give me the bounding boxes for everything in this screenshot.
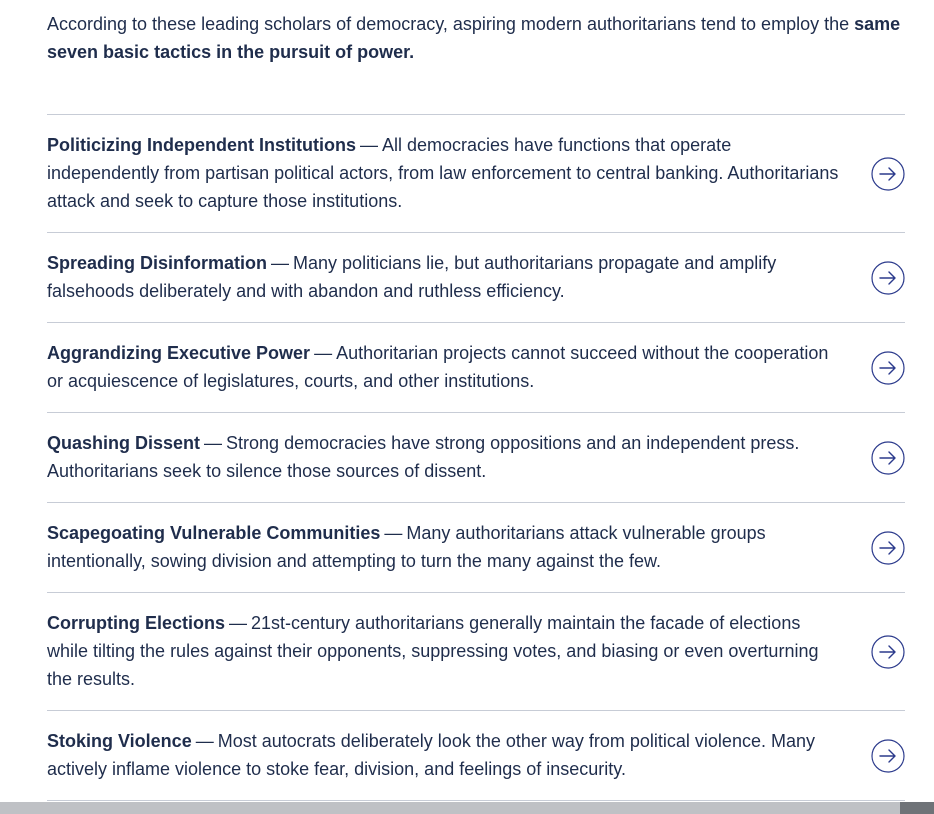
arrow-right-circle-icon[interactable] — [871, 635, 905, 669]
arrow-right-circle-icon[interactable] — [871, 441, 905, 475]
tactic-description: Many authoritarians attack vulnerable groups intentionally, sowing division and attempting to turn the many against the few. — [47, 523, 766, 571]
tactic-separator: — — [314, 343, 333, 363]
tactic-separator: — — [229, 613, 248, 633]
scroll-corner — [900, 802, 934, 814]
intro-text: According to these leading scholars of democracy, aspiring modern authoritarians tend to employ the — [47, 14, 855, 34]
tactic-item[interactable] — [47, 502, 905, 592]
tactic-title: Quashing Dissent — [47, 433, 201, 453]
tactic-item[interactable] — [47, 232, 905, 322]
tactic-separator: — — [360, 135, 378, 155]
tactic-description: 21st-century authoritarians generally maintain the facade of elections while tilting the rules against their opponents, suppressing votes, and biasing or even overturning the results. — [47, 613, 819, 689]
arrow-right-circle-icon[interactable] — [871, 261, 905, 295]
tactics-list — [47, 114, 905, 801]
tactic-description: Authoritarian projects cannot succeed without the cooperation or acquiescence of legislatures, courts, and other institutions. — [47, 343, 829, 391]
tactic-separator: — — [384, 523, 403, 543]
tactic-title: Scapegoating Vulnerable Communities — [47, 523, 381, 543]
tactic-title: Spreading Disinformation — [47, 253, 268, 273]
intro-emphasis: same seven basic tactics in the pursuit of power. — [47, 14, 901, 62]
tactic-title: Aggrandizing Executive Power — [47, 343, 311, 363]
tactic-item[interactable] — [47, 710, 905, 801]
tactic-description: Strong democracies have strong oppositions and an independent press. Authoritarians seek to silence those sources of dissent. — [47, 433, 800, 481]
tactic-item[interactable] — [47, 322, 905, 412]
tactic-title: Stoking Violence — [47, 731, 192, 751]
horizontal-scrollbar[interactable] — [0, 802, 934, 814]
tactic-separator: — — [271, 253, 290, 273]
tactic-item[interactable] — [47, 412, 905, 502]
arrow-right-circle-icon[interactable] — [871, 739, 905, 773]
arrow-right-circle-icon[interactable] — [871, 531, 905, 565]
tactic-item[interactable] — [47, 592, 905, 710]
tactic-title: Politicizing Independent Institutions — [47, 135, 356, 155]
intro-paragraph — [47, 10, 917, 66]
tactic-description: Many politicians lie, but authoritarians propagate and amplify falsehoods deliberately and with abandon and ruthless efficiency. — [47, 253, 777, 301]
tactic-title: Corrupting Elections — [47, 613, 226, 633]
tactic-separator: — — [195, 731, 214, 751]
tactic-item[interactable] — [47, 114, 905, 232]
tactic-description: Most autocrats deliberately look the other way from political violence. Many actively inflame violence to stoke fear, division, and feelings of insecurity. — [47, 731, 815, 779]
tactic-description: All democracies have functions that operate independently from partisan political actors, from law enforcement to central banking. Authoritarians attack and seek to capture those institutions. — [47, 135, 839, 211]
tactic-separator: — — [204, 433, 223, 453]
arrow-right-circle-icon[interactable] — [871, 157, 905, 191]
arrow-right-circle-icon[interactable] — [871, 351, 905, 385]
